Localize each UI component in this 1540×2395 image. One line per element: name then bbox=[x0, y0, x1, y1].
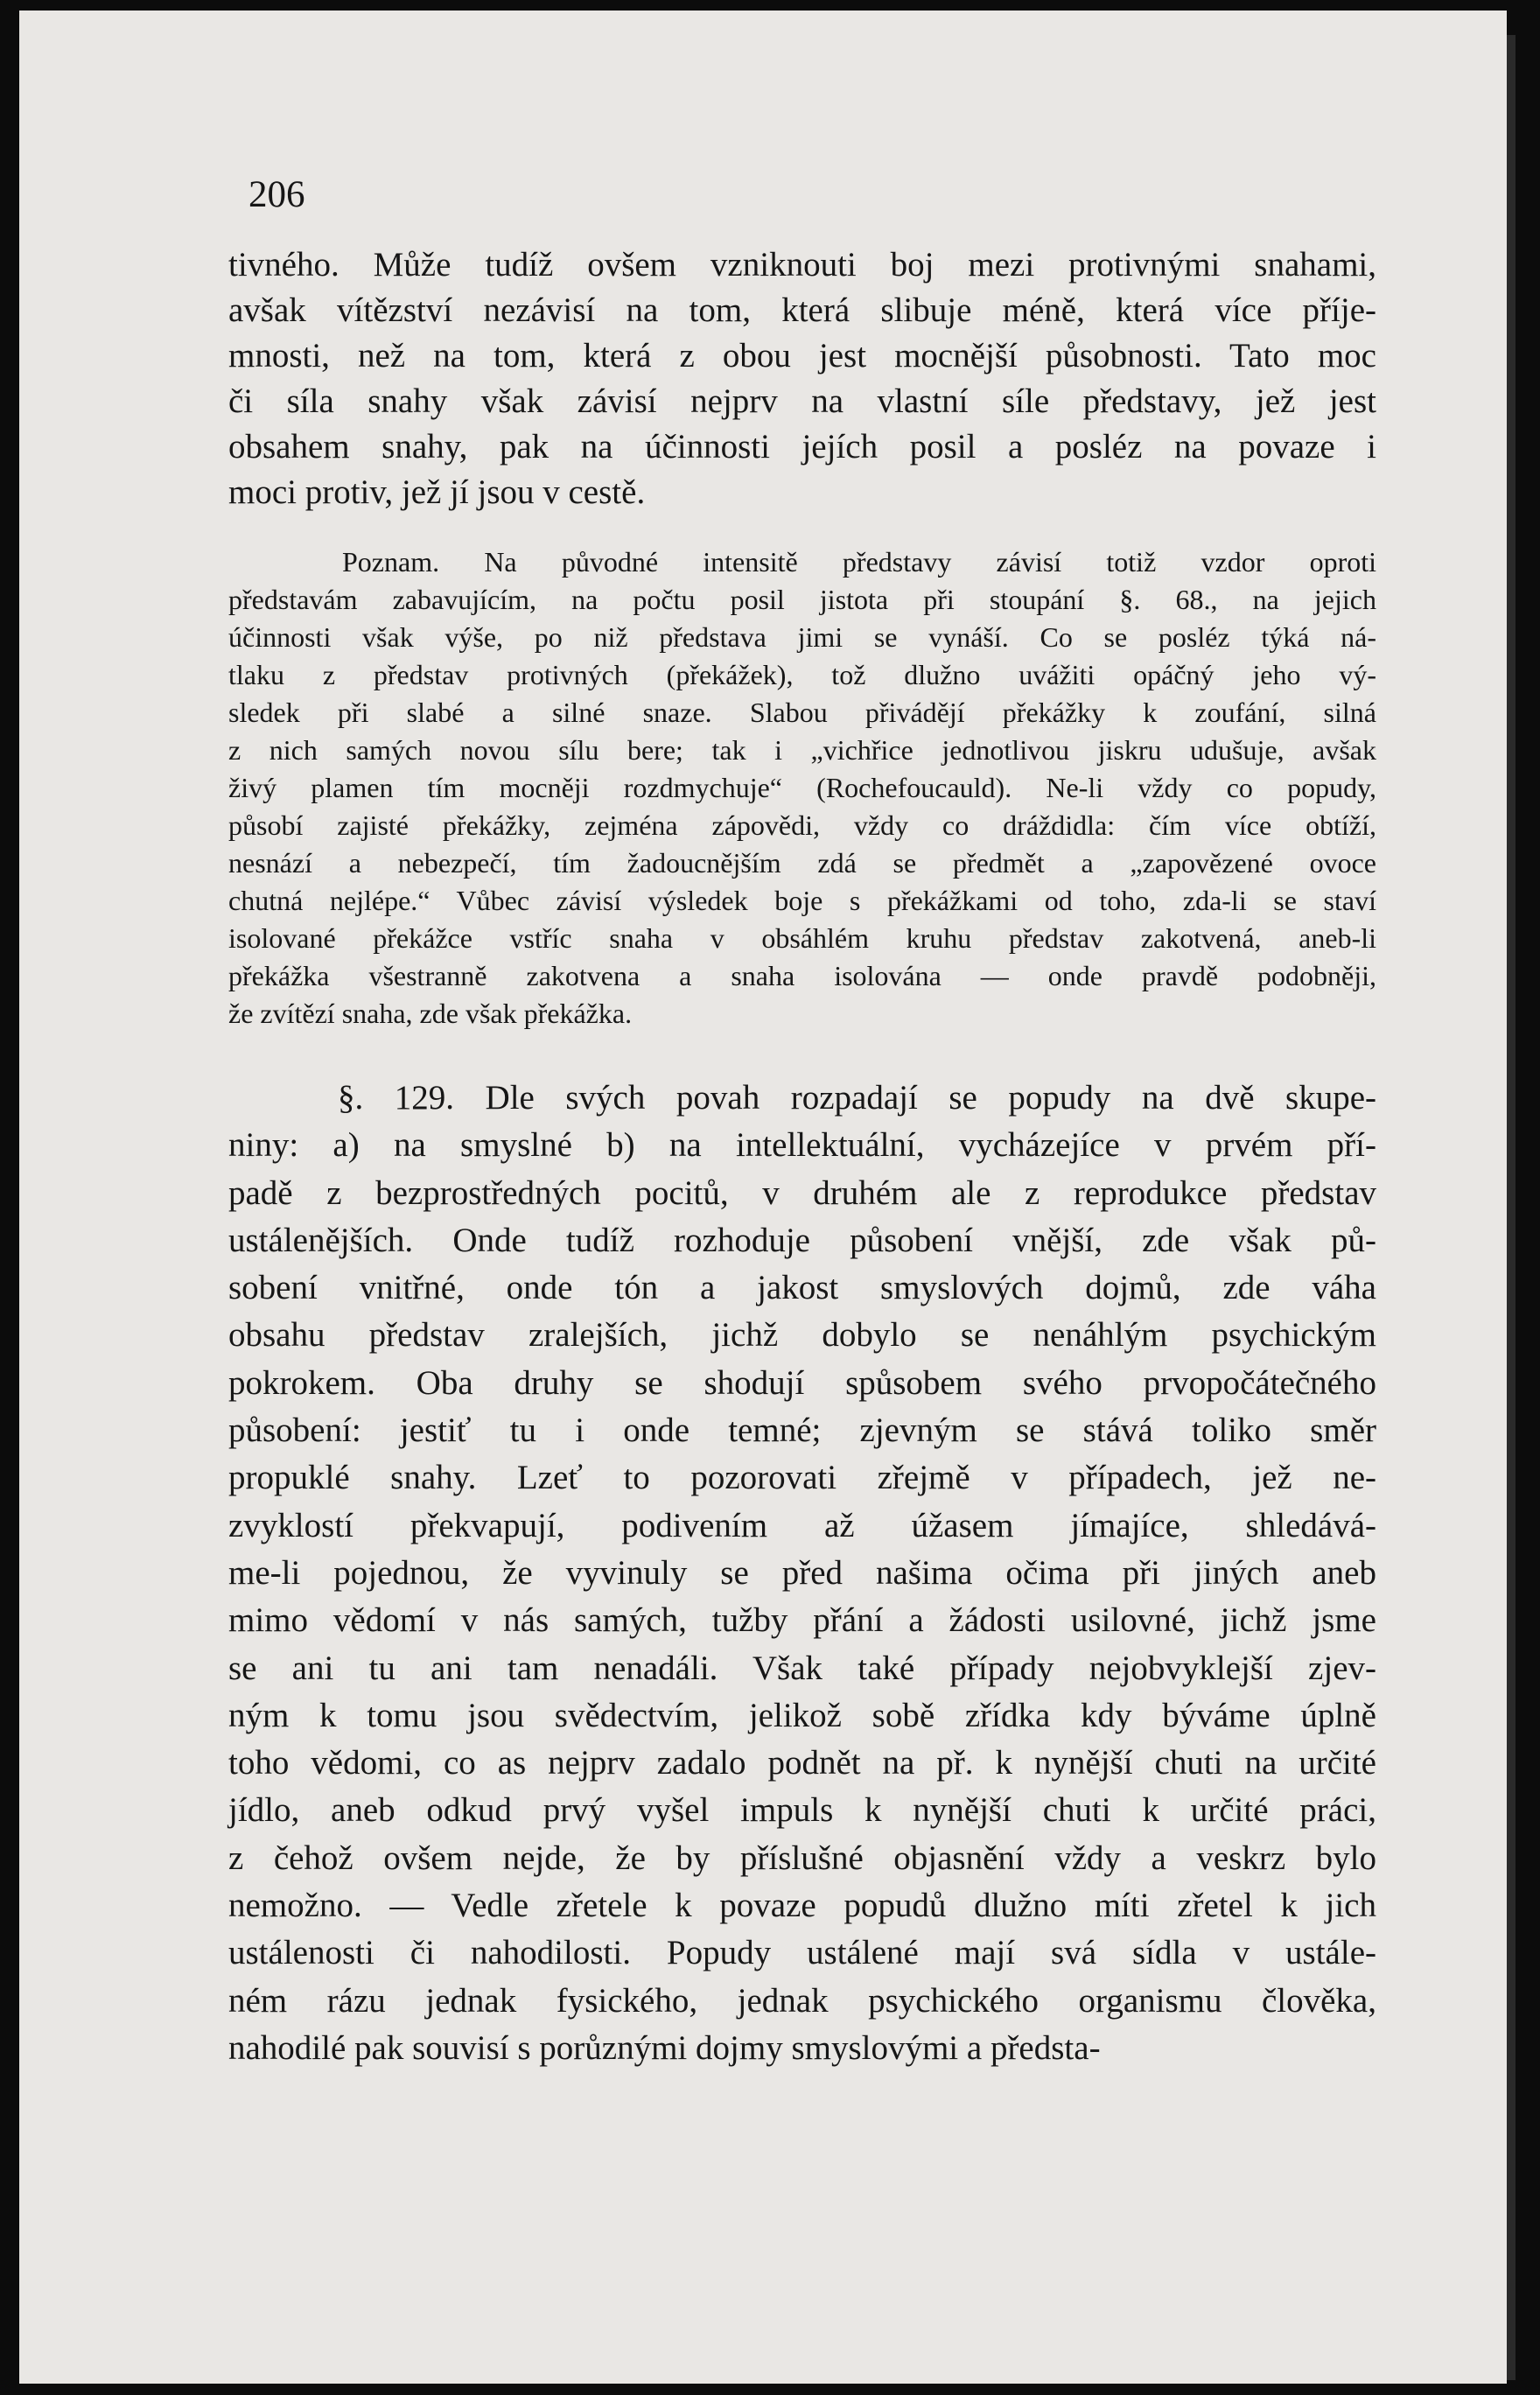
text-line: ném rázu jednak fysického, jednak psychického organismu člověka, bbox=[228, 1981, 1376, 2020]
text-line: ustálenosti či nahodilosti. Popudy ustálené mají svá sídla v ustále- bbox=[228, 1934, 1376, 1972]
text-line: me-li pojednou, že vyvinuly se před našima očima při jiných aneb bbox=[228, 1553, 1376, 1592]
page-number: 206 bbox=[248, 174, 305, 215]
text-line: Poznam. Na původné intensitě představy závisí totiž vzdor oproti bbox=[342, 546, 1376, 578]
text-line: zvyklostí překvapují, podivením až úžasem jímajíce, shledává- bbox=[228, 1506, 1376, 1544]
text-line: živý plamen tím mocněji rozdmychuje“ (Rochefoucauld). Ne-li vždy co popudy, bbox=[228, 772, 1376, 803]
text-line: působení: jestiť tu i onde temné; zjevným se stává toliko směr bbox=[228, 1411, 1376, 1450]
text-line: účinnosti však výše, po niž představa jimi se vynáší. Co se posléz týká ná- bbox=[228, 621, 1376, 653]
text-line: či síla snahy však závisí nejprv na vlastní síle představy, jež jest bbox=[228, 382, 1376, 420]
text-line: obsahem snahy, pak na účinnosti jejích posil a posléz na povaze i bbox=[228, 428, 1376, 466]
text-line: sobení vnitřné, onde tón a jakost smyslových dojmů, zde váha bbox=[228, 1269, 1376, 1307]
text-line: ným k tomu jsou svědectvím, jelikož sobě zřídka kdy býváme úplně bbox=[228, 1696, 1376, 1734]
text-line: ustálenějších. Onde tudíž rozhoduje působení vnější, zde však pů- bbox=[228, 1221, 1376, 1259]
text-line: představám zabavujícím, na počtu posil jistota při stoupání §. 68., na jejich bbox=[228, 584, 1376, 615]
text-line: z nich samých novou sílu bere; tak i „vichřice jednotlivou jiskru udušuje, avšak bbox=[228, 734, 1376, 766]
page-edge-shadow bbox=[1507, 35, 1516, 2380]
text-line: jídlo, aneb odkud prvý vyšel impuls k nynější chuti k určité práci, bbox=[228, 1791, 1376, 1830]
text-line: tlaku z představ protivných (překážek), tož dlužno uvážiti opáčný jeho vý- bbox=[228, 659, 1376, 690]
text-line: chutná nejlépe.“ Vůbec závisí výsledek boje s překážkami od toho, zda-li se staví bbox=[228, 885, 1376, 916]
text-line: působí zajisté překážky, zejména zápovědi, vždy co dráždidla: čím více obtíží, bbox=[228, 809, 1376, 841]
text-line: nemožno. — Vedle zřetele k povaze popudů dlužno míti zřetel k jich bbox=[228, 1887, 1376, 1925]
text-line: propuklé snahy. Lzeť to pozorovati zřejmě v případech, jež ne- bbox=[228, 1459, 1376, 1497]
text-line: mnosti, než na tom, která z obou jest mocnější působnosti. Tato moc bbox=[228, 337, 1376, 375]
text-line: z čehož ovšem nejde, že by příslušné objasnění vždy a veskrz bylo bbox=[228, 1838, 1376, 1877]
text-line: se ani tu ani tam nenadáli. Však také případy nejobvyklejší zjev- bbox=[228, 1649, 1376, 1687]
text-line: moci protiv, jež jí jsou v cestě. bbox=[228, 473, 646, 511]
paragraph-1 bbox=[228, 245, 1376, 518]
paragraph-129 bbox=[228, 1078, 1376, 2076]
text-line: niny: a) na smyslné b) na intellektuální, vycházejíce v prvém pří- bbox=[228, 1126, 1376, 1165]
text-line: mimo vědomí v nás samých, tužby přání a žádosti usilovné, jichž jsme bbox=[228, 1601, 1376, 1640]
text-line: že zvítězí snaha, zde však překážka. bbox=[228, 998, 633, 1029]
text-line: nesnází a nebezpečí, tím žadoucnějším zdá se předmět a „zapovězené ovoce bbox=[228, 847, 1376, 879]
footnote-poznam bbox=[228, 546, 1376, 1035]
text-line: pokrokem. Oba druhy se shodují spůsobem svého prvopočátečného bbox=[228, 1363, 1376, 1402]
text-line: avšak vítězství nezávisí na tom, která slibuje méně, která více příje- bbox=[228, 291, 1376, 329]
text-line: překážka všestranně zakotvena a snaha isolována — onde pravdě podobněji, bbox=[228, 960, 1376, 991]
text-line: isolované překážce vstříc snaha v obsáhlém kruhu představ zakotvená, aneb-li bbox=[228, 922, 1376, 954]
text-line: toho vědomi, co as nejprv zadalo podnět na př. k nynější chuti na určité bbox=[228, 1744, 1376, 1782]
text-line: obsahu představ zralejších, jichž dobylo se nenáhlým psychickým bbox=[228, 1316, 1376, 1355]
text-line: padě z bezprostředných pocitů, v druhém ale z reprodukce představ bbox=[228, 1173, 1376, 1212]
text-line: sledek při slabé a silné snaze. Slabou přivádějí překážky k zoufání, silná bbox=[228, 697, 1376, 728]
text-line: nahodilé pak souvisí s porůznými dojmy smyslovými a předsta- bbox=[228, 2028, 1101, 2067]
text-line: §. 129. Dle svých povah rozpadají se popudy na dvě skupe- bbox=[338, 1079, 1376, 1117]
text-line: tivného. Může tudíž ovšem vzniknouti boj mezi protivnými snahami, bbox=[228, 246, 1376, 284]
